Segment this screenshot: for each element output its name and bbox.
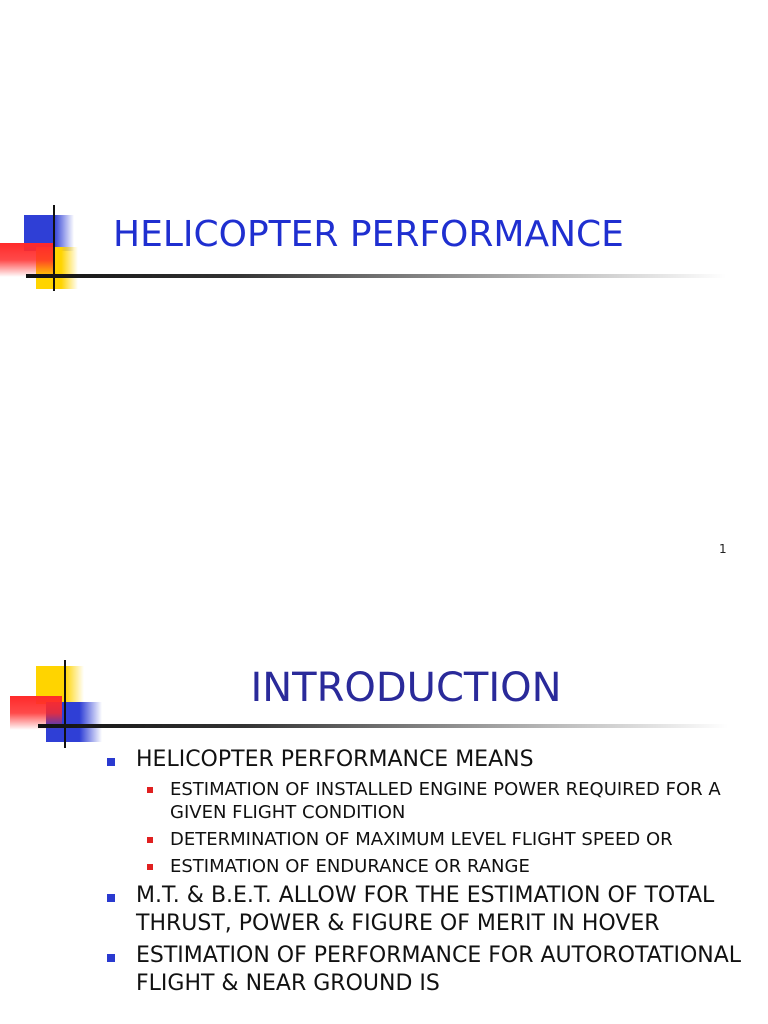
slide-title: INTRODUCTION bbox=[250, 665, 562, 711]
list-item bbox=[136, 828, 745, 851]
sub-bullet-list bbox=[136, 778, 745, 878]
bullet-text: DETERMINATION OF MAXIMUM LEVEL FLIGHT SPEED OR bbox=[170, 829, 673, 850]
square-bullet-icon bbox=[147, 864, 153, 870]
square-bullet-icon bbox=[107, 954, 115, 962]
square-bullet-icon bbox=[107, 894, 115, 902]
slide-title: HELICOPTER PERFORMANCE bbox=[113, 214, 624, 255]
square-bullet-icon bbox=[147, 837, 153, 843]
square-bullet-icon bbox=[107, 758, 115, 766]
red-square bbox=[0, 243, 54, 277]
bullet-text: ESTIMATION OF PERFORMANCE FOR AUTOROTATIONAL FLIGHT & NEAR GROUND IS bbox=[136, 943, 742, 996]
list-item bbox=[136, 778, 745, 824]
list-item bbox=[105, 942, 745, 998]
vertical-line bbox=[53, 205, 55, 291]
page-number: 1 bbox=[719, 542, 727, 556]
bullet-text: ESTIMATION OF ENDURANCE OR RANGE bbox=[170, 856, 530, 877]
list-item bbox=[105, 746, 745, 878]
title-underline bbox=[26, 274, 726, 278]
title-underline bbox=[38, 724, 728, 728]
decorative-squares-motif bbox=[0, 205, 110, 300]
bullet-text: HELICOPTER PERFORMANCE MEANS bbox=[136, 747, 534, 772]
list-item bbox=[136, 855, 745, 878]
bullet-text: ESTIMATION OF INSTALLED ENGINE POWER REQUIRED FOR A GIVEN FLIGHT CONDITION bbox=[170, 779, 721, 823]
list-item bbox=[105, 882, 745, 938]
bullet-text: M.T. & B.E.T. ALLOW FOR THE ESTIMATION OF TOTAL THRUST, POWER & FIGURE OF MERIT IN HOVER bbox=[136, 883, 715, 936]
slide-2 bbox=[0, 590, 768, 1024]
square-bullet-icon bbox=[147, 787, 153, 793]
bullet-list bbox=[105, 746, 745, 1002]
